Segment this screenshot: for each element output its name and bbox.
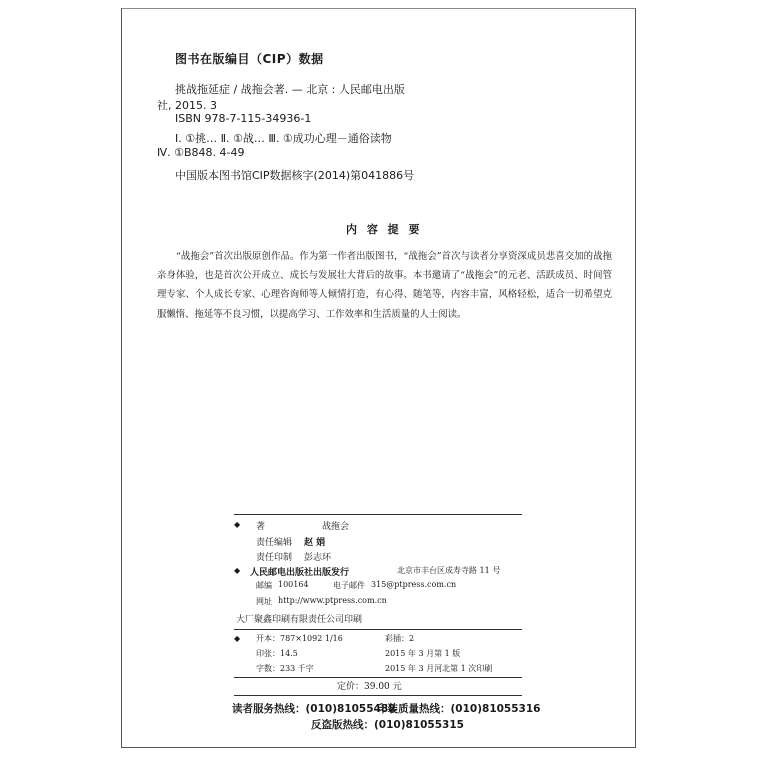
publisher-name: 人民邮电出版社出版发行 — [250, 568, 350, 578]
summary-paragraph: “战拖会”首次出版原创作品。作为第一作者出版图书，“战拖会”首次与读者分享资深成员悲喜交加的战拖亲身体验，也是首次公开成立、成长与发展壮大背后的故事。本书邀请了“战拖会”的元老、活跃成员、时间管理专家、个人成长专家、心理咨询师等人倾情打造，有心得、随笔等，内容丰富，风格轻松，适合一切希望克服懒惰、拖延等不良习惯，以提高学习、工作效率和生活质量的人士阅读。 — [157, 251, 612, 320]
color-insert-info: 彩插：2 — [385, 634, 415, 643]
printer-name: 大厂聚鑫印刷有限责任公司印刷 — [236, 615, 363, 625]
price: 定价：39.00 元 — [337, 682, 402, 692]
word-count-info: 字数：233 千字 — [256, 664, 314, 673]
print-supervisor-value: 彭志环 — [304, 553, 332, 563]
format-info: 开本：787×1092 1/16 — [256, 634, 343, 643]
author-label: 著 — [256, 522, 266, 532]
bullet-diamond-icon: ◆ — [234, 634, 241, 643]
publisher-address: 北京市丰台区成寿寺路 11 号 — [397, 566, 501, 575]
sheets-info: 印张：14.5 — [256, 649, 298, 658]
imprint-top-rule — [234, 514, 522, 515]
reader-service-hotline: 读者服务热线：(010)81055488 — [232, 703, 396, 715]
cip-heading: 图书在版编目（CIP）数据 — [175, 52, 324, 66]
bullet-diamond-icon: ◆ — [234, 566, 241, 575]
postcode-label: 邮编 — [256, 581, 272, 590]
cip-line-publisher-year: 社, 2015. 3 — [157, 99, 217, 112]
website-value: http://www.ptpress.com.cn — [278, 596, 387, 605]
anti-piracy-hotline: 反盗版热线：(010)81055315 — [311, 719, 464, 731]
cip-line-verification: 中国版本图书馆CIP数据核字(2014)第041886号 — [175, 169, 415, 182]
editor-label: 责任编辑 — [256, 538, 293, 548]
imprint-bottom-rule — [234, 695, 522, 696]
cip-line-call-number: Ⅳ. ①B848. 4-49 — [157, 146, 245, 159]
summary-heading: 内 容 提 要 — [346, 223, 423, 236]
author-value: 战拖会 — [322, 522, 350, 532]
cip-line-title: 挑战拖延症 / 战拖会著. — 北京 : 人民邮电出版 — [175, 83, 405, 96]
website-label: 网址 — [256, 597, 272, 606]
postcode-value: 100164 — [278, 580, 309, 589]
imprint-price-rule — [234, 677, 522, 678]
quality-hotline: 印装质量热线：(010)81055316 — [377, 703, 541, 715]
printing-info: 2015 年 3 月河北第 1 次印刷 — [385, 664, 493, 673]
imprint-middle-rule — [234, 629, 522, 630]
email-label: 电子邮件 — [333, 581, 365, 590]
editor-value: 赵 娟 — [304, 538, 326, 548]
bullet-diamond-icon: ◆ — [234, 520, 241, 529]
email-value: 315@ptpress.com.cn — [371, 580, 457, 589]
cip-line-isbn: ISBN 978-7-115-34936-1 — [175, 112, 312, 125]
cip-line-classification: Ⅰ. ①挑… Ⅱ. ①战… Ⅲ. ①成功心理－通俗读物 — [175, 132, 392, 145]
edition-info: 2015 年 3 月第 1 版 — [385, 649, 461, 658]
print-supervisor-label: 责任印制 — [256, 553, 293, 563]
